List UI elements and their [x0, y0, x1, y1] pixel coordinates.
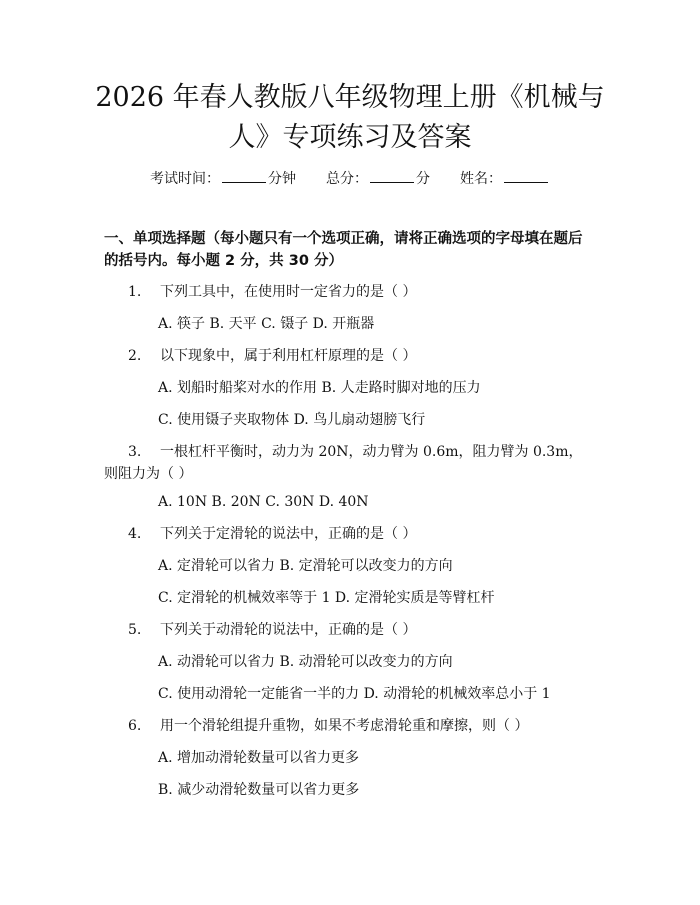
question-2 [104, 345, 596, 367]
score-unit: 分 [416, 171, 430, 187]
question-5-options-line-1: A. 动滑轮可以省力 B. 动滑轮可以改变力的方向 [158, 654, 453, 670]
question-4 [104, 523, 596, 545]
title-line-2: 人》专项练习及答案 [228, 122, 472, 153]
question-4-options-line-2: C. 定滑轮的机械效率等于 1 D. 定滑轮实质是等臂杠杆 [158, 590, 495, 606]
question-text: 以下现象中，属于利用杠杆原理的是（ ） [160, 348, 417, 364]
score-label: 总分： [326, 171, 368, 187]
question-number: 6. [128, 718, 142, 734]
exam-info-row [0, 169, 700, 189]
question-number: 3. [128, 444, 142, 460]
question-text: 下列工具中，在使用时一定省力的是（ ） [160, 284, 417, 300]
question-6-option-a: A. 增加动滑轮数量可以省力更多 [158, 750, 360, 766]
question-2-options-line-1: A. 划船时船桨对水的作用 B. 人走路时脚对地的压力 [158, 380, 481, 396]
question-number: 5. [128, 622, 142, 638]
question-5 [104, 619, 596, 641]
question-1-options: A. 筷子 B. 天平 C. 镊子 D. 开瓶器 [158, 316, 375, 332]
question-number: 4. [128, 526, 142, 542]
question-text: 下列关于定滑轮的说法中，正确的是（ ） [160, 526, 417, 542]
question-6 [104, 715, 596, 737]
time-unit: 分钟 [268, 171, 296, 187]
question-3-options: A. 10N B. 20N C. 30N D. 40N [158, 494, 369, 510]
question-text: 一根杠杆平衡时，动力为 20N，动力臂为 0.6m，阻力臂为 0.3m，则阻力为（ ） [104, 444, 583, 482]
time-label: 考试时间： [150, 171, 220, 187]
question-text: 用一个滑轮组提升重物，如果不考虑滑轮重和摩擦，则（ ） [160, 718, 529, 734]
question-5-options-line-2: C. 使用动滑轮一定能省一半的力 D. 动滑轮的机械效率总小于 1 [158, 686, 551, 702]
question-text: 下列关于动滑轮的说法中，正确的是（ ） [160, 622, 417, 638]
name-blank[interactable] [504, 170, 548, 183]
page-title [60, 78, 640, 158]
question-3 [104, 441, 596, 485]
score-blank[interactable] [370, 170, 414, 183]
question-6-option-b: B. 减少动滑轮数量可以省力更多 [158, 782, 360, 798]
question-number: 2. [128, 348, 142, 364]
name-label: 姓名： [460, 171, 502, 187]
question-4-options-line-1: A. 定滑轮可以省力 B. 定滑轮可以改变力的方向 [158, 558, 453, 574]
question-1 [104, 281, 596, 303]
question-2-options-line-2: C. 使用镊子夹取物体 D. 鸟儿扇动翅膀飞行 [158, 412, 426, 428]
section-heading: 一、单项选择题（每小题只有一个选项正确，请将正确选项的字母填在题后的括号内。每小题 2 分，共 30 分） [104, 231, 583, 269]
title-line-1: 2026 年春人教版八年级物理上册《机械与 [95, 82, 605, 113]
time-blank[interactable] [222, 170, 266, 183]
question-number: 1. [128, 284, 142, 300]
